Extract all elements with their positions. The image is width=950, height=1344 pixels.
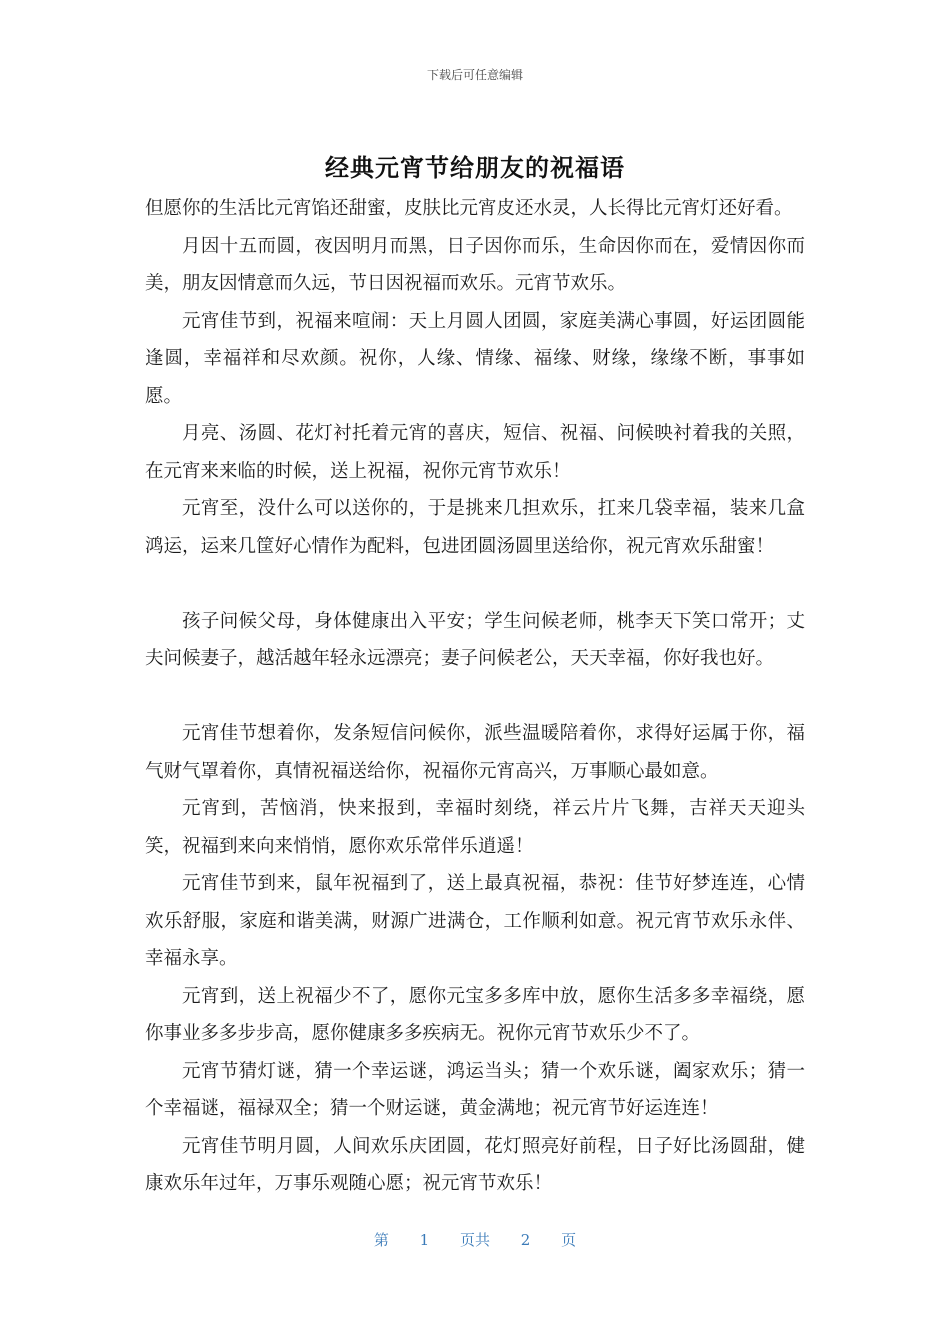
paragraph-gap — [145, 565, 805, 603]
paragraph: 元宵节猜灯谜，猜一个幸运谜，鸿运当头；猜一个欢乐谜，阖家欢乐；猜一个幸福谜，福禄双全；猜一个财运谜，黄金满地；祝元宵节好运连连！ — [145, 1060, 805, 1119]
paragraph: 元宵至，没什么可以送你的，于是挑来几担欢乐，扛来几袋幸福，装来几盒鸿运，运来几筐好心情作为配料，包进团圆汤圆里送给你，祝元宵欢乐甜蜜！ — [145, 498, 805, 557]
page-number: 1 — [419, 1231, 430, 1249]
document-body — [145, 190, 805, 1203]
paragraph: 元宵佳节想着你，发条短信问候你，派些温暖陪着你，求得好运属于你，福气财气罩着你，真情祝福送给你，祝福你元宵高兴，万事顺心最如意。 — [145, 723, 805, 782]
paragraph: 孩子问候父母，身体健康出入平安；学生问候老师，桃李天下笑口常开；丈夫问候妻子，越活越年轻永远漂亮；妻子问候老公，天天幸福，你好我也好。 — [145, 610, 805, 669]
paragraph: 元宵佳节明月圆，人间欢乐庆团圆，花灯照亮好前程，日子好比汤圆甜，健康欢乐年过年，万事乐观随心愿；祝元宵节欢乐！ — [145, 1135, 805, 1194]
page-suffix: 页 — [561, 1231, 577, 1249]
paragraph: 元宵到，苦恼消，快来报到，幸福时刻绕，祥云片片飞舞，吉祥天天迎头笑，祝福到来向来悄悄，愿你欢乐常伴乐逍遥！ — [145, 798, 805, 857]
paragraph: 元宵到，送上祝福少不了，愿你元宝多多库中放，愿你生活多多幸福绕，愿你事业多多步步高，愿你健康多多疾病无。祝你元宵节欢乐少不了。 — [145, 985, 805, 1044]
paragraph: 月亮、汤圆、花灯衬托着元宵的喜庆，短信、祝福、问候映衬着我的关照，在元宵来来临的时候，送上祝福，祝你元宵节欢乐！ — [145, 423, 805, 482]
paragraph: 月因十五而圆，夜因明月而黑，日子因你而乐，生命因你而在，爱情因你而美，朋友因情意而久远，节日因祝福而欢乐。元宵节欢乐。 — [145, 235, 805, 294]
total-pages: 2 — [520, 1231, 531, 1249]
paragraph: 但愿你的生活比元宵馅还甜蜜，皮肤比元宵皮还水灵，人长得比元宵灯还好看。 — [145, 198, 793, 219]
of-label: 页共 — [459, 1231, 490, 1249]
paragraph-gap — [145, 678, 805, 716]
page-header-note: 下载后可任意编辑 — [426, 68, 523, 82]
paragraph: 元宵佳节到，祝福来喧闹：天上月圆人团圆，家庭美满心事圆，好运团圆能逢圆，幸福祥和尽欢颜。祝你，人缘、情缘、福缘、财缘，缘缘不断，事事如愿。 — [145, 310, 805, 407]
page-footer — [0, 1229, 950, 1250]
paragraph: 元宵佳节到来，鼠年祝福到了，送上最真祝福，恭祝：佳节好梦连连，心情欢乐舒服，家庭和谐美满，财源广进满仓，工作顺利如意。祝元宵节欢乐永伴、幸福永享。 — [145, 873, 805, 969]
page-label: 第 — [373, 1231, 389, 1249]
document-title: 经典元宵节给朋友的祝福语 — [325, 154, 625, 182]
